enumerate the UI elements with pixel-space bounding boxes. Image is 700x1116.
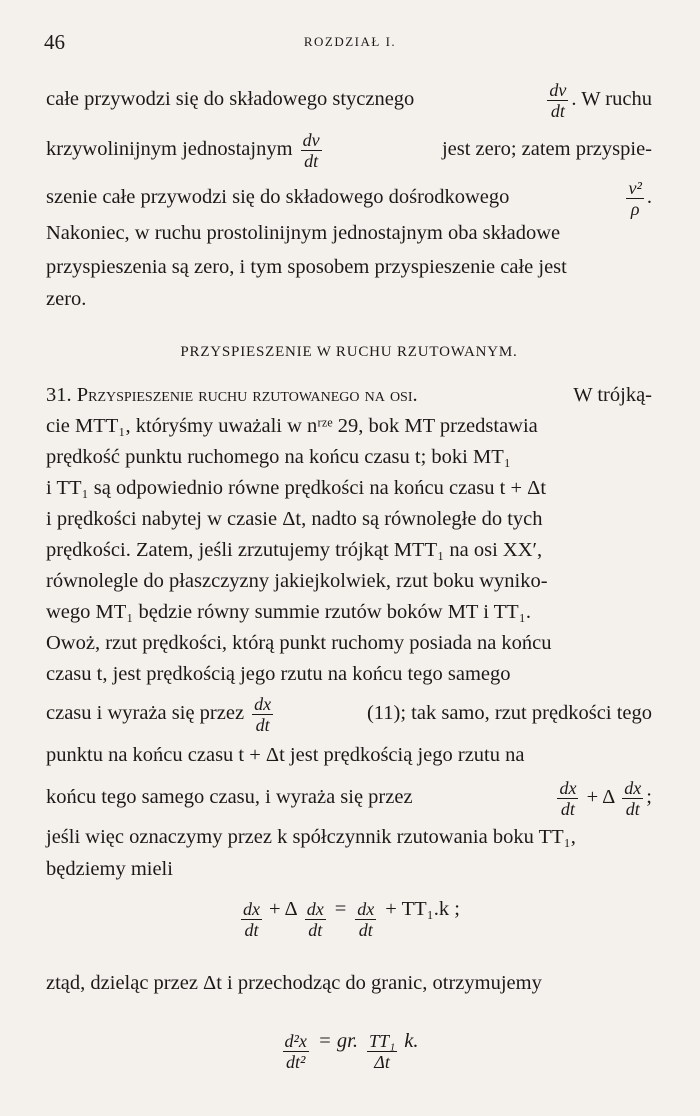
text-line: cie MTT₁, któryśmy uważali w nʳᶻᵉ 29, bok MT przedstawia	[46, 415, 538, 437]
equation-projection: $\frac{dx}{dt}$ + Δ $\frac{dx}{dt}$ = $\frac{dx}{dt}$ + TT₁.k ;	[242, 898, 460, 940]
text-line: będziemy mieli	[46, 858, 173, 880]
fraction-dv-dt: $\frac{dv}{dt}$	[302, 130, 320, 171]
text-line: krzywolinijnym jednostajnym $\frac{dv}{dt}$ jest zero; zatem przyspie-	[46, 130, 652, 171]
text-line: 31. Przyspieszenie ruchu rzutowanego na osi. W trójką-	[46, 384, 652, 406]
page-header	[44, 30, 656, 56]
text-line: ztąd, dzieląc przez Δt i przechodząc do granic, otrzymujemy	[46, 972, 542, 994]
text-line: i prędkości nabytej w czasie Δt, nadto są równoległe do tych	[46, 508, 543, 530]
text-line: i TT₁ są odpowiednio równe prędkości na końcu czasu t + Δt	[46, 477, 547, 499]
section-heading: PRZYSPIESZENIE W RUCHU RZUTOWANYM.	[180, 344, 518, 360]
equation-limit: $\frac{\text{d²x}}{\text{dt²}}$ = gr. $\frac{\text{TT₁}}{\Delta t}$ k.	[284, 1030, 419, 1072]
text-line: szenie całe przywodzi się do składowego dośrodkowego $\frac{\text{v²}}{\rho}$ .	[46, 178, 652, 219]
text-line: równolegle do płaszczyzny jakiejkolwiek, rzut boku wyniko-	[46, 570, 548, 592]
text-line: prędkość punktu ruchomego na końcu czasu t; boki MT₁	[46, 446, 511, 468]
text-line: czasu t, jest prędkością jego rzutu na końcu tego samego	[46, 663, 511, 685]
page-number: 46	[44, 30, 65, 54]
fraction-dx-dt: $\frac{dx}{dt}$	[254, 694, 272, 735]
text-line: końcu tego samego czasu, i wyraża się przez $\frac{dx}{dt}$ + Δ $\frac{dx}{dt}$ ;	[46, 778, 652, 819]
text-line: czasu i wyraża się przez $\frac{dx}{dt}$ (11); tak samo, rzut prędkości tego	[46, 694, 652, 735]
running-title: ROZDZIAŁ I.	[303, 34, 397, 49]
text-line: zero.	[46, 288, 87, 310]
fraction-v2-rho: $\frac{\text{v²}}{\rho}$	[628, 178, 642, 219]
text-line: Nakoniec, w ruchu prostolinijnym jednostajnym oba składowe	[46, 222, 561, 244]
fraction-dx-dt: $\frac{dx}{dt}$	[624, 778, 642, 819]
text-line: prędkości. Zatem, jeśli zrzutujemy trójkąt MTT₁ na osi XX′,	[46, 539, 543, 561]
text-line: całe przywodzi się do składowego stycznego $\frac{dv}{dt}$ . W ruchu	[46, 80, 652, 121]
text-line: wego MT₁ będzie równy summie rzutów boków MT i TT₁.	[46, 601, 531, 623]
text-line: Owoż, rzut prędkości, którą punkt ruchomy posiada na końcu	[46, 632, 552, 654]
text-line: jeśli więc oznaczymy przez k spółczynnik rzutowania boku TT₁,	[46, 826, 576, 848]
fraction-dv-dt: $\frac{dv}{dt}$	[549, 80, 567, 121]
fraction-dx-dt: $\frac{dx}{dt}$	[559, 778, 577, 819]
text-line: przyspieszenia są zero, i tym sposobem przyspieszenie całe jest	[46, 256, 567, 278]
text-line: punktu na końcu czasu t + Δt jest prędkością jego rzutu na	[46, 744, 525, 766]
